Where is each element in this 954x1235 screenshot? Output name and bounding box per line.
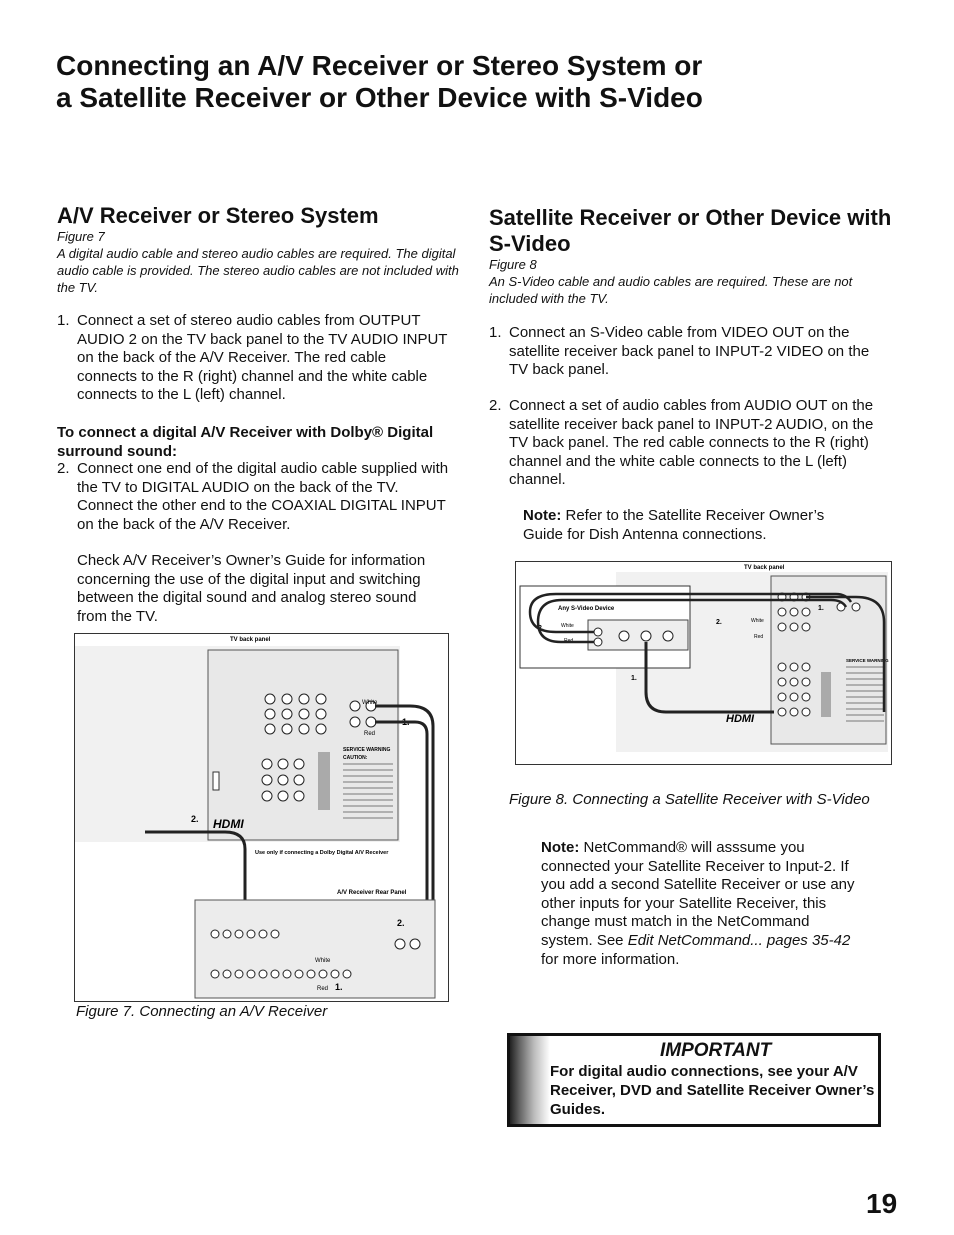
figure-7-description: A digital audio cable and stereo audio cables are required. The digital audio cable is provided. The stereo audio cables are not included with the TV. [57,246,459,295]
hdmi-logo: HDMI [213,817,244,831]
caution-label: CAUTION: [343,755,368,761]
step-text: Connect an S-Video cable from VIDEO OUT on the satellite receiver back panel to INPUT-2 VIDEO on the TV back panel. [509,324,870,379]
white-cable-label-2: White [315,958,331,964]
av-receiver-section-title: A/V Receiver or Stereo System [57,203,379,228]
step-1-marker: 1. [631,675,637,682]
note-text-a: NetCommand® will asssume you connected your Satellite Receiver to Input-2. If you add a second Satellite Receiver or use any other inputs for your Satellite Receiver, this change must match in the NetCommand system. See [541,839,855,949]
dish-antenna-note [523,507,863,544]
step-1b-marker: 1. [335,982,343,992]
note-label: Note: [523,507,562,524]
step-number: 1. [57,312,70,329]
receiver-panel-label: A/V Receiver Rear Panel [337,890,407,896]
step-1-marker: 1. [402,717,410,727]
step-2b-marker: 2. [716,619,722,626]
hdmi-logo: HDMI [726,713,755,725]
step-text: Connect a set of audio cables from AUDIO OUT on the satellite receiver back panel to INPUT-2 AUDIO, on the TV back panel. The red cable connects to the R (right) channel and the white cable connects to the L (left) channel. [509,397,874,489]
figure-7-diagram [74,633,449,1002]
figure-7-caption: Figure 7. Connecting an A/V Receiver [76,1003,328,1020]
note-text-b: for more information. [541,950,680,968]
left-step-1 [57,312,449,405]
netcommand-note [541,839,863,969]
right-step-2 [489,397,881,490]
figure-8-caption: Figure 8. Connecting a Satellite Receiver with S-Video [509,791,870,808]
satellite-section-title: Satellite Receiver or Other Device with S-Video [489,205,892,256]
step-1b-marker: 1. [818,605,824,612]
red-cable-label-2: Red [317,986,329,992]
important-box [507,1033,881,1127]
white-cable-label: White [362,700,378,706]
figure-8-label: Figure 8 [489,257,537,272]
any-svideo-device-label: Any S-Video Device [558,606,615,612]
important-text: For digital audio connections, see your A/V Receiver, DVD and Satellite Receiver Owner’s Guides. [550,1063,875,1118]
white-cable-label: White [561,623,574,629]
av-receiver-connection-diagram [75,634,448,1001]
dolby-subheading: To connect a digital A/V Receiver with Dolby® Digital surround sound: [57,424,434,460]
page-title-line-2: a Satellite Receiver or Other Device with S-Video [56,82,703,113]
right-step-1 [489,324,881,380]
step-number: 2. [489,397,502,414]
red-cable-label: Red [364,731,376,737]
left-step-2 [57,460,449,534]
use-only-note: Use only if connecting a Dolby Digital A/V Receiver [255,850,389,856]
step-text: Connect one end of the digital audio cable supplied with the TV to DIGITAL AUDIO on the back of the TV. Connect the other end to the COAXIAL DIGITAL INPUT on the back of the A/V Receiver. [77,460,449,533]
step-number: 1. [489,324,502,341]
step-2-marker: 2. [538,625,544,632]
page-number: 19 [866,1188,898,1219]
red-cable-label-2: Red [754,634,764,640]
figure-8-description: An S-Video cable and audio cables are required. These are not included with the TV. [489,274,853,306]
page-title [56,50,816,114]
note-text: Refer to the Satellite Receiver Owner’s Guide for Dish Antenna connections. [523,507,825,543]
tv-back-panel-label: TV back panel [744,565,785,571]
figure-7-label: Figure 7 [57,229,105,244]
check-owners-guide-paragraph: Check A/V Receiver’s Owner’s Guide for information concerning the use of the digital input and switching between the digital sound and analog stereo sound from the TV. [77,552,426,625]
page-title-line-1: Connecting an A/V Receiver or Stereo System or [56,50,703,81]
tv-back-panel-label: TV back panel [230,637,271,643]
step-2b-marker: 2. [397,918,405,928]
service-warning-label: SERVICE WARNING [343,747,391,753]
satellite-connection-diagram [516,562,891,764]
step-2-marker: 2. [191,814,199,824]
step-text: Connect a set of stereo audio cables from OUTPUT AUDIO 2 on the TV back panel to the TV AUDIO INPUT on the back of the A/V Receiver. The red cable connects to the R (right) channel and the white cable connects to the L (left) channel. [77,312,448,404]
step-number: 2. [57,460,70,477]
service-warning-label: SERVICE WARNING [846,658,889,663]
important-title: IMPORTANT [660,1040,772,1061]
white-cable-label-2: White [751,618,764,624]
note-label: Note: [541,839,580,856]
figure-8-diagram [515,561,892,765]
note-page-reference: Edit NetCommand... pages 35-42 [627,931,851,949]
right-column [489,205,899,307]
red-cable-label: Red [564,638,574,644]
left-column [57,203,467,296]
